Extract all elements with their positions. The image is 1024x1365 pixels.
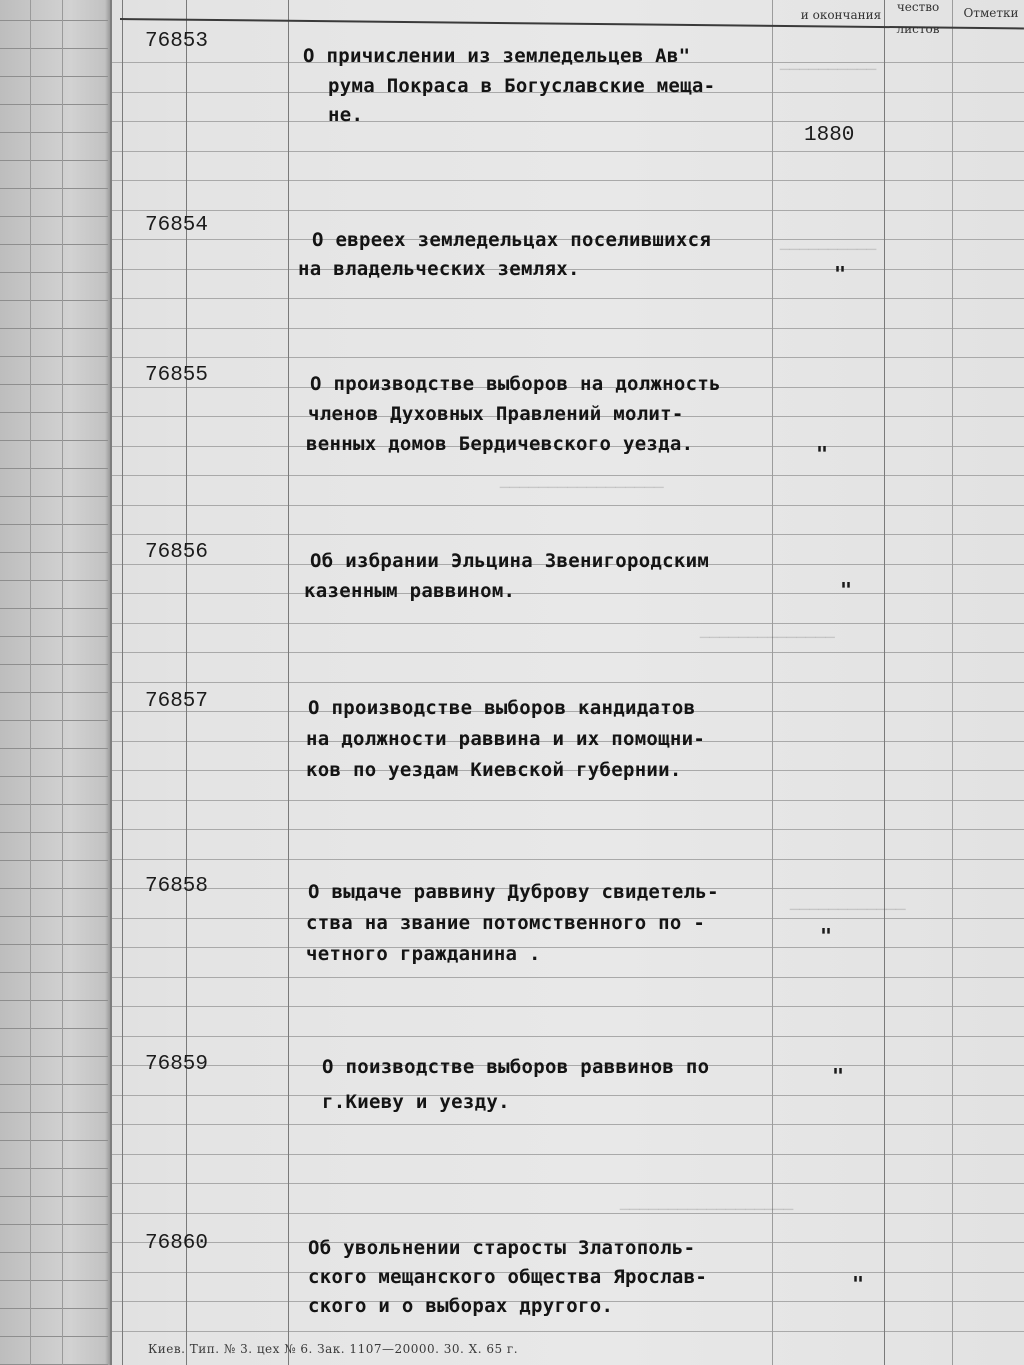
printer-imprint: Киев. Тип. № 3. цех № 6. Зак. 1107—20000. 30. X. 65 г. bbox=[148, 1342, 519, 1356]
facing-page-line bbox=[0, 20, 108, 21]
facing-page-line bbox=[0, 552, 108, 553]
facing-page-line bbox=[0, 692, 108, 693]
facing-page-line bbox=[0, 748, 108, 749]
column-line-title bbox=[288, 0, 289, 1365]
facing-page-line bbox=[0, 328, 108, 329]
facing-page-line bbox=[0, 272, 108, 273]
ledger-line bbox=[112, 623, 1024, 624]
ledger-line bbox=[112, 180, 1024, 181]
facing-page-line bbox=[0, 132, 108, 133]
column-line-sheets bbox=[884, 0, 885, 1365]
entry-line: ского и о выборах другого. bbox=[308, 1295, 614, 1317]
facing-page-line bbox=[0, 636, 108, 637]
ledger-line bbox=[112, 593, 1024, 594]
ledger-line bbox=[112, 1095, 1024, 1096]
entry-number: 76856 bbox=[145, 541, 209, 564]
ledger-line bbox=[112, 475, 1024, 476]
facing-page-line bbox=[0, 1224, 108, 1225]
ledger-line bbox=[112, 505, 1024, 506]
entry-number: 76855 bbox=[145, 364, 209, 387]
facing-page-line bbox=[0, 580, 108, 581]
ledger-line bbox=[112, 1006, 1024, 1007]
facing-page-line bbox=[0, 1168, 108, 1169]
facing-page-line bbox=[0, 188, 108, 189]
facing-page-line bbox=[0, 496, 108, 497]
ledger-line bbox=[112, 357, 1024, 358]
header-notes: Отметки bbox=[963, 6, 1019, 20]
facing-page-line bbox=[0, 972, 108, 973]
entry-line: на владельческих землях. bbox=[298, 258, 580, 280]
entry-line: ского мещанского общества Ярослав- bbox=[308, 1266, 708, 1288]
facing-page-line bbox=[0, 244, 108, 245]
facing-page-line bbox=[0, 1336, 108, 1337]
facing-page-line bbox=[0, 76, 108, 77]
entry-line: О производстве выборов на должность bbox=[310, 373, 721, 395]
entry-number: 76858 bbox=[145, 875, 209, 898]
ledger-line bbox=[112, 328, 1024, 329]
ledger-line bbox=[112, 121, 1024, 122]
ditto-mark: " bbox=[834, 262, 847, 286]
entry-line: венных домов Бердичевского уезда. bbox=[306, 433, 694, 455]
ledger-line bbox=[112, 682, 1024, 683]
ledger-line bbox=[112, 859, 1024, 860]
ditto-mark: " bbox=[840, 578, 853, 602]
facing-page-line bbox=[0, 412, 108, 413]
bleed-through: ────────── bbox=[780, 240, 877, 259]
facing-page-column-line bbox=[62, 0, 63, 1365]
bleed-through: ────────────── bbox=[700, 628, 835, 647]
facing-page-line bbox=[0, 720, 108, 721]
facing-page-line bbox=[0, 104, 108, 105]
ledger-line bbox=[112, 151, 1024, 152]
facing-page-line bbox=[0, 1084, 108, 1085]
facing-page-line bbox=[0, 216, 108, 217]
facing-page-line bbox=[0, 944, 108, 945]
ledger-line bbox=[112, 977, 1024, 978]
facing-page-column-line bbox=[30, 0, 31, 1365]
facing-page-line bbox=[0, 1308, 108, 1309]
entry-line: казенным раввином. bbox=[304, 580, 516, 602]
ledger-line bbox=[112, 1213, 1024, 1214]
facing-page-line bbox=[0, 608, 108, 609]
ledger-line bbox=[112, 534, 1024, 535]
left-facing-page bbox=[0, 0, 112, 1365]
header-dates: и окончания bbox=[800, 8, 882, 22]
column-line-notes bbox=[952, 0, 953, 1365]
ledger-line bbox=[112, 652, 1024, 653]
facing-page-line bbox=[0, 888, 108, 889]
entry-line: О поизводстве выборов раввинов по bbox=[322, 1056, 710, 1078]
entry-line: ков по уездам Киевской губернии. bbox=[306, 759, 682, 781]
facing-page-line bbox=[0, 860, 108, 861]
facing-page-line bbox=[0, 48, 108, 49]
facing-page-line bbox=[0, 440, 108, 441]
ledger-line bbox=[112, 1036, 1024, 1037]
bleed-through: ───────────────── bbox=[500, 478, 664, 497]
ditto-mark: " bbox=[832, 1064, 845, 1088]
ditto-mark: " bbox=[820, 924, 833, 948]
ledger-line bbox=[112, 210, 1024, 211]
facing-page-line bbox=[0, 1112, 108, 1113]
entry-year: 1880 bbox=[804, 124, 855, 147]
ditto-mark: " bbox=[852, 1272, 865, 1296]
facing-page-line bbox=[0, 1056, 108, 1057]
entry-line: членов Духовных Правлений молит- bbox=[308, 403, 684, 425]
entry-line: О евреех земледельцах поселившихся bbox=[312, 229, 712, 251]
ditto-mark: " bbox=[816, 442, 829, 466]
entry-number: 76857 bbox=[145, 690, 209, 713]
facing-page-line bbox=[0, 664, 108, 665]
facing-page-line bbox=[0, 1000, 108, 1001]
facing-page-line bbox=[0, 1028, 108, 1029]
bleed-through: ────────────────── bbox=[620, 1200, 794, 1219]
entry-line: О производстве выборов кандидатов bbox=[308, 697, 696, 719]
ledger-line bbox=[112, 800, 1024, 801]
header-sheets-top: чество bbox=[896, 0, 940, 14]
header-sheets-bottom: листов bbox=[896, 22, 940, 36]
entry-line: рума Покраса в Богуславские меща- bbox=[328, 75, 716, 97]
entry-line: ства на звание потомственного по - bbox=[306, 912, 706, 934]
ledger-line bbox=[112, 1183, 1024, 1184]
ledger-line bbox=[112, 1154, 1024, 1155]
ledger-line bbox=[112, 298, 1024, 299]
facing-page-line bbox=[0, 1252, 108, 1253]
entry-line: четного гражданина . bbox=[306, 943, 541, 965]
facing-page-line bbox=[0, 356, 108, 357]
entry-line: не. bbox=[328, 104, 364, 126]
ledger-line bbox=[112, 1124, 1024, 1125]
facing-page-line bbox=[0, 1196, 108, 1197]
ledger-line bbox=[112, 1331, 1024, 1332]
facing-page-line bbox=[0, 804, 108, 805]
column-line-left bbox=[122, 0, 123, 1365]
entry-number: 76860 bbox=[145, 1232, 209, 1255]
entry-line: О причислении из земледельцев Ав" bbox=[303, 45, 691, 67]
ledger-line bbox=[112, 947, 1024, 948]
facing-page-line bbox=[0, 468, 108, 469]
facing-page-line bbox=[0, 1140, 108, 1141]
bleed-through: ────────── bbox=[780, 60, 877, 79]
column-line-number bbox=[186, 0, 187, 1365]
facing-page-line bbox=[0, 384, 108, 385]
entry-line: О выдаче раввину Дуброву свидетель- bbox=[308, 881, 719, 903]
entry-line: на должности раввина и их помощни- bbox=[306, 728, 706, 750]
facing-page-line bbox=[0, 916, 108, 917]
facing-page-line bbox=[0, 524, 108, 525]
entry-line: Об избрании Эльцина Звенигородским bbox=[310, 550, 710, 572]
ledger-line bbox=[112, 829, 1024, 830]
entry-number: 76854 bbox=[145, 214, 209, 237]
entry-number: 76853 bbox=[145, 30, 209, 53]
facing-page-line bbox=[0, 832, 108, 833]
entry-line: г.Киеву и уезду. bbox=[322, 1091, 510, 1113]
facing-page-line bbox=[0, 300, 108, 301]
column-line-dates bbox=[772, 0, 773, 1365]
facing-page-line bbox=[0, 1280, 108, 1281]
facing-page-line bbox=[0, 160, 108, 161]
entry-number: 76859 bbox=[145, 1053, 209, 1076]
entry-line: Об увольнении старосты Златополь- bbox=[308, 1237, 696, 1259]
facing-page-line bbox=[0, 776, 108, 777]
bleed-through: ──────────── bbox=[790, 900, 906, 919]
